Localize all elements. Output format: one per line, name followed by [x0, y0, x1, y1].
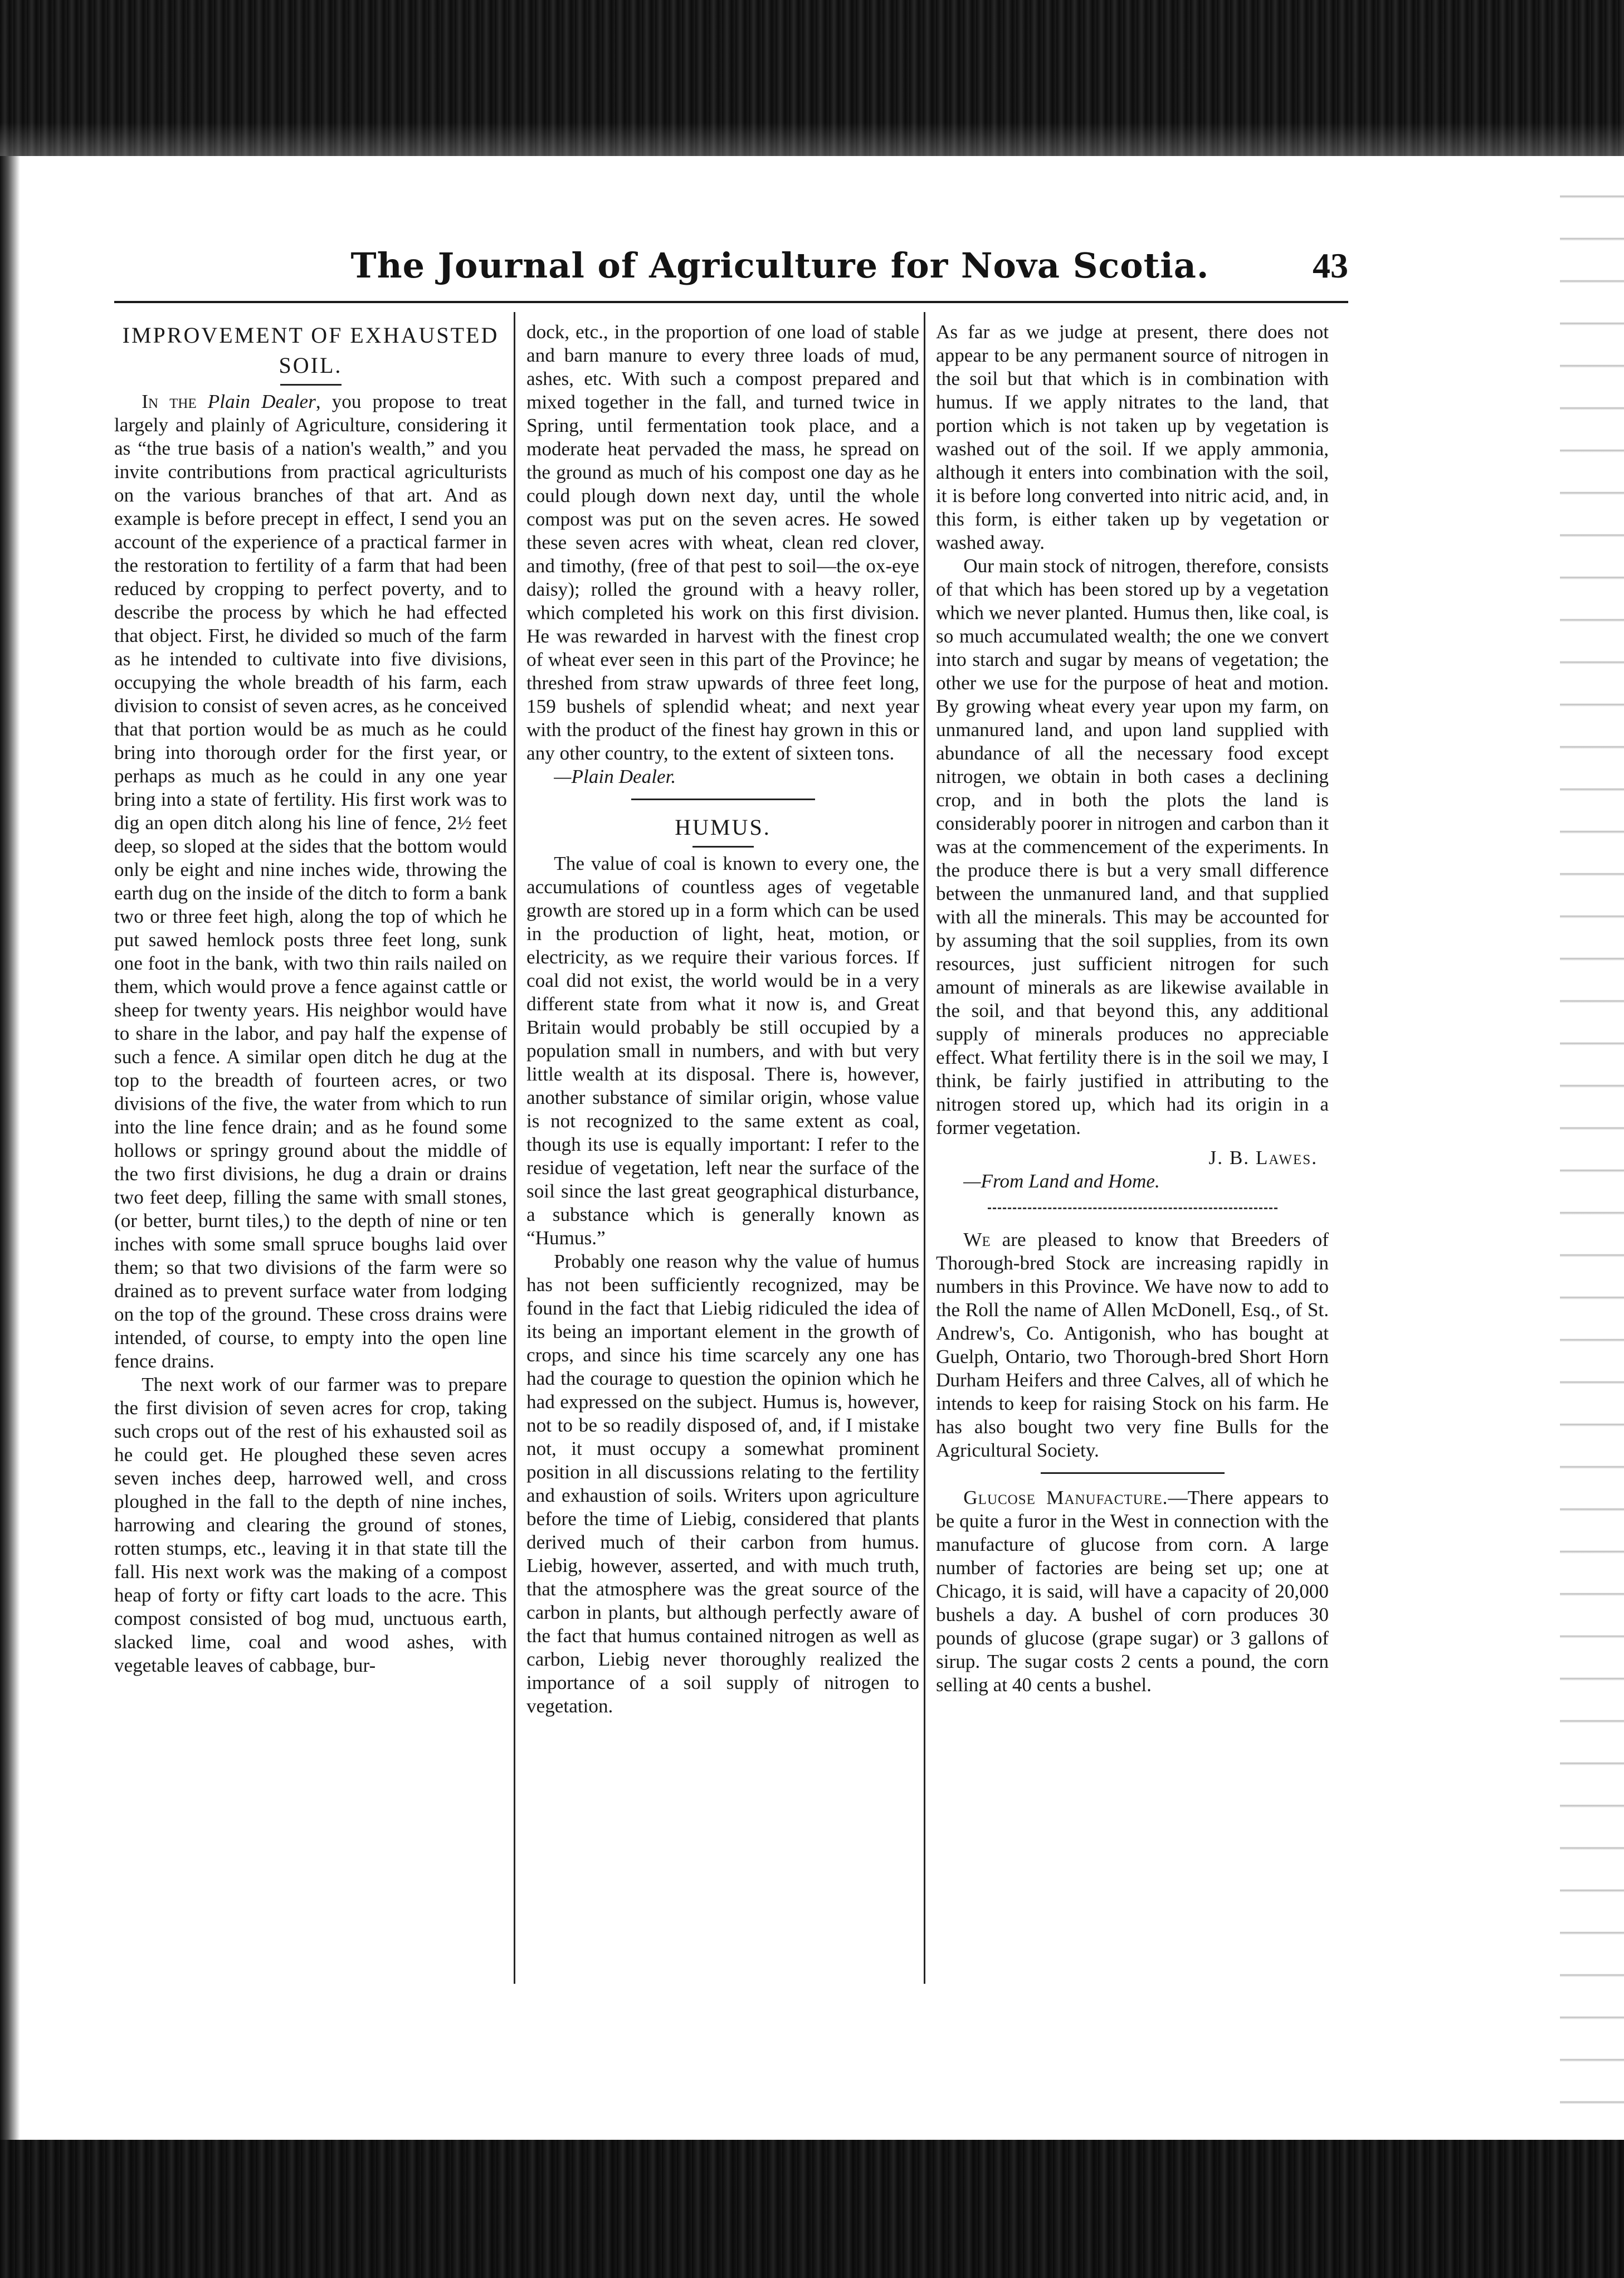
paragraph-text: , you propose to treat largely and plainly of Agriculture, considering it as “the true basis of a nation's wealth,” and you invite contributions from practical agriculturists on the various branches of that art. And as example is before precept in effect, I send you an account of the experience of a practical farmer in the restoration to fertility of a farm that had been reduced by cropping to perfect poverty, and to describe the process by which he had effected that object. First, he divided so much of the farm as he intended to cultivate into five divisions, occupying the whole breadth of his farm, each division to consist of seven acres, as he conceived that that portion would be as much as he could bring into thorough order for the first year, or perhaps as much as he could in any one year bring into a state of fertility. His first work was to dig an open ditch along his line of fence, 2½ feet deep, so sloped at the sides that the bottom would only be eight and nine inches wide, throwing the earth dug on the inside of the ditch to form a bank two or three feet high, along the top of which he put sawed hemlock posts three feet long, sunk one foot in the bank, with two thin rails nailed on them, which would prove a fence against cattle or sheep for twenty years. His neighbor would have to share in the labor, and pay half the expense of such a fence. A similar open ditch he dug at the top to the breadth of fourteen acres, or two divisions of the five, the water from which to run into the line fence drain; and as he found some hollows or springy ground about the middle of the two first divisions, he dug a drain or drains two feet deep, filling the same with small stones, (or better, burnt tiles,) to the depth of nine or ten inches with some small spruce boughs laid over them; so that two divisions of the farm were so drained as to prevent surface water from lodging on the top of the ground. These cross drains were intended, of course, to empty into the open line fence drains. [114, 391, 507, 1372]
glucose-notice [936, 1486, 1329, 1697]
breeders-notice [936, 1228, 1329, 1462]
column-divider [924, 312, 925, 1984]
column-divider [514, 312, 515, 1984]
improvement-paragraph-3: dock, etc., in the proportion of one load of stable and barn manure to every three loads of mud, ashes, etc. With such a compost prepared and mixed together in the fall, and turned twice in Spring, until fermentation took place, and a moderate heat pervaded the mass, he spread on the ground as much of his compost one day as he could plough down next day, until the whole compost was put on the seven acres. He sowed these seven acres with wheat, clean red clover, and timothy, (free of that pest to soil—the ox-eye daisy); rolled the ground with a heavy roller, which completed his work on this first division. He was rewarded in harvest with the finest crop of wheat ever seen in this part of the Province; he threshed from straw upwards of three feet long, 159 bushels of splendid wheat; and next year with the product of the finest hay grown in this or any other country, to the extent of sixteen tons. [526, 321, 919, 764]
scan-border-bottom [0, 2140, 1624, 2278]
humus-paragraph-2: Probably one reason why the value of humus has not been sufficiently recognized, may be found in the fact that Liebig ridiculed the idea of its being an important element in the growth of crops, and since his time scarcely any one has had the courage to question the opinion which he had expressed on the subject. Humus is, however, not to be so readily disposed of, and, if I mistake not, it must occupy a somewhat prominent position in all discussions relating to the fertility and exhaustion of soils. Writers upon agriculture before the time of Liebig, considered that plants derived much of their carbon from humus. Liebig, however, asserted, and with much truth, that the atmosphere was the great source of the carbon in plants, but although perfectly aware of the fact that humus contained nitrogen as well as carbon, Liebig never thoroughly realized the importance of a soil supply of nitrogen to vegetation. [526, 1250, 919, 1717]
page-number: 43 [1313, 246, 1348, 285]
improvement-paragraph-1 [114, 390, 507, 1373]
header-rule [114, 301, 1348, 303]
section-rule [631, 799, 815, 800]
paragraph-text: are pleased to know that Breeders of Thorough-bred Stock are increasing rapidly in numbers in this Province. We have now to add to the Roll the name of Allen McDonell, Esq., of St. Andrew's, Co. Antigonish, who has bought at Guelph, Ontario, two Thorough-bred Short Horn Durham Heifers and three Calves, all of which he intends to keep for raising Stock on his farm. He has also bought two very fine Bulls for the Agricultural Society. [936, 1229, 1329, 1461]
humus-paragraph-1: The value of coal is known to every one, the accumulations of countless ages of vegetable growth are stored up in a form which can be used in the production of light, heat, motion, or electricity, as we require their various forces. If coal did not exist, the world would be in a very different state from what it now is, and Great Britain would probably be still occupied by a population small in numbers, and with but very little wealth at its disposal. There is, however, another substance of similar origin, whose value is not recognized to the same extent as coal, though its use is equally important: I refer to the residue of vegetation, left near the surface of the soil since the last great geographical disturbance, a substance which is generally known as “Humus.” [526, 853, 919, 1249]
title-rule [692, 846, 754, 848]
title-line-2: SOIL. [279, 353, 343, 378]
column-left [114, 320, 507, 1677]
paragraph-lead: We [963, 1229, 991, 1250]
paragraph-text: —There appears to be quite a furor in the West in connection with the manufacture of glucose from corn. A large number of factories are being set up; one at Chicago, it is said, will have a capacity of 20,000 bushels a day. A bushel of corn produces 30 pounds of glucose (grape sugar) or 3 gallons of sirup. The sugar costs 2 cents a pound, the corn selling at 40 cents a bushel. [936, 1487, 1329, 1696]
column-right [936, 320, 1329, 1697]
scan-border-left [0, 156, 20, 2140]
column-middle [526, 320, 919, 1718]
scan-border-right [1560, 156, 1624, 2140]
article-title-humus: HUMUS. [675, 815, 771, 840]
author-signature: J. B. Lawes. [1208, 1147, 1318, 1169]
section-rule [988, 1208, 1277, 1209]
humus-paragraph-4: Our main stock of nitrogen, therefore, consists of that which has been stored up by a vegetation which we never planted. Humus then, like coal, is so much accumulated wealth; the one we convert into starch and sugar by means of vegetation; the other we use for the purpose of heat and motion. By growing wheat every year upon my farm, on unmanured land, and upon land supplied with abundance of all the necessary food except nitrogen, we obtain in both cases a declining crop, and in both the plots the land is considerably poorer in nitrogen and carbon than it was at the commencement of the experiments. In the produce there is but a very small difference between the unmanured land, and that supplied with all the minerals. This may be accounted for by assuming that the soil supplies, from its own resources, just sufficient nitrogen for such amount of minerals as are likewise available in the soil, and that beyond this, any additional supply of minerals produces no appreciable effect. What fertility there is in the soil we may, I think, be fairly justified in attributing to the nitrogen stored up, which had its origin in a former vegetation. [936, 555, 1329, 1138]
title-line-1: IMPROVEMENT OF EXHAUSTED [122, 323, 499, 348]
page-header [111, 245, 1348, 290]
improvement-credit: —Plain Dealer. [554, 766, 676, 787]
article-title-improvement [114, 320, 507, 381]
paragraph-lead: Glucose Manufacture. [963, 1487, 1168, 1508]
improvement-paragraph-2: The next work of our farmer was to prepare the first division of seven acres for crop, taking such crops out of the rest of his exhausted soil as he could get. He ploughed these seven acres seven inches deep, harrowed well, and cross ploughed in the fall to the depth of nine inches, harrowing and clearing the ground of stones, rotten stumps, etc., leaving it in that state till the fall. His next work was the making of a compost heap of forty or fifty cart loads to the acre. This compost consisted of bog mud, unctuous earth, slacked lime, coal and wood ashes, with vegetable leaves of cabbage, bur- [114, 1374, 507, 1676]
section-rule [1041, 1472, 1225, 1474]
scan-border-top [0, 0, 1624, 156]
humus-paragraph-3: As far as we judge at present, there does not appear to be any permanent source of nitrogen in the soil but that which is in combination with humus. If we apply nitrates to the land, that portion which is not taken up by vegetation is washed out of the soil. If we apply ammonia, although it enters into combination with the soil, it is before long converted into nitric acid, and, in this form, is either taken up by vegetation or washed away. [936, 321, 1329, 553]
source-reference: Plain Dealer [207, 391, 316, 412]
journal-title: The Journal of Agriculture for Nova Scotia. [350, 245, 1210, 286]
title-rule [280, 384, 342, 386]
humus-credit: —From Land and Home. [963, 1170, 1160, 1192]
paragraph-lead: In the [142, 391, 197, 412]
